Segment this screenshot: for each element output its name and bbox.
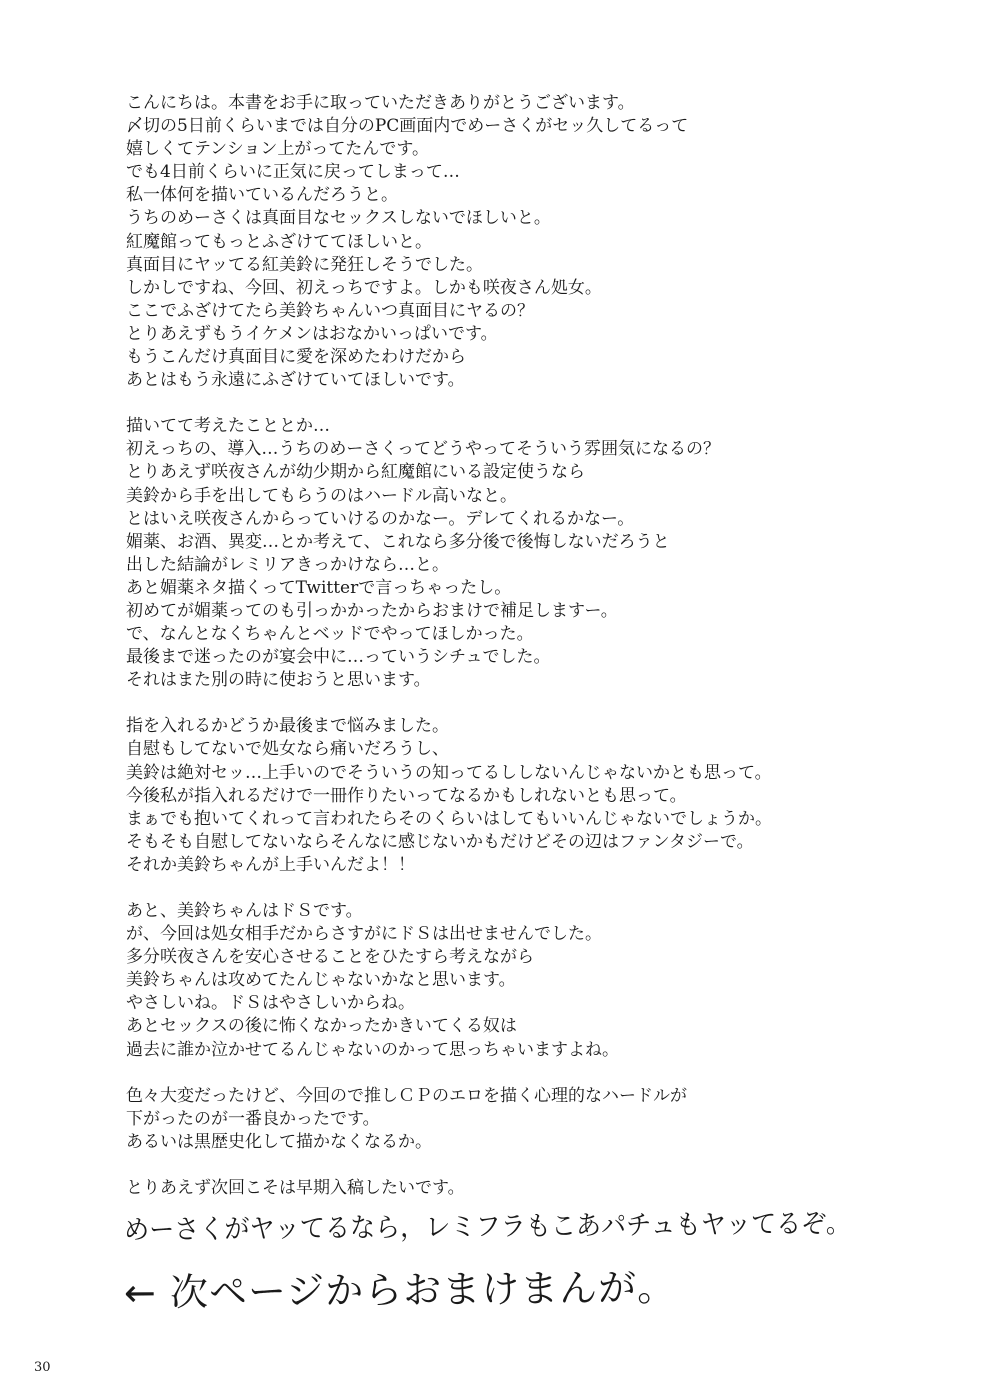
text-line: しかしですね、今回、初えっちですよ。しかも咲夜さん処女。 (126, 277, 602, 298)
text-line: 最後まで迷ったのが宴会中に…っていうシチュでした。 (126, 647, 551, 668)
text-line: 嬉しくてテンション上がってたんです。 (126, 139, 430, 160)
text-line: とはいえ咲夜さんからっていけるのかなー。デレてくれるかなー。 (126, 508, 635, 529)
paragraph-3 (126, 715, 946, 877)
text-line: あと、美鈴ちゃんはドＳです。 (126, 901, 363, 921)
text-line: 紅魔館ってもっとふざけててほしいと。 (126, 231, 432, 252)
text-line: 指を入れるかどうか最後まで悩みました。 (126, 716, 449, 737)
text-line: あるいは黒歴史化して描かなくなるか。 (126, 1131, 432, 1152)
paragraph-4 (126, 900, 946, 1062)
text-line: 媚薬、お酒、異変…とか考えて、これなら多分後で後悔しないだろうと (126, 531, 670, 552)
text-line: 自慰もしてないで処女なら痛いだろうし、 (126, 739, 449, 760)
text-line: 多分咲夜さんを安心させることをひたすら考えながら (126, 947, 534, 968)
text-line: で、なんとなくちゃんとベッドでやってほしかった。 (126, 624, 534, 645)
text-line: あと媚薬ネタ描くってTwitterで言っちゃったし。 (126, 577, 512, 598)
text-line: 真面目にヤッてる紅美鈴に発狂しそうでした。 (126, 254, 483, 275)
text-line: 〆切の5日前くらいまでは自分のPC画面内でめーさくがセッ久してるって (126, 116, 689, 137)
text-line: あとはもう永遠にふざけていてほしいです。 (126, 370, 465, 391)
text-line: が、今回は処女相手だからさすがにドＳは出せませんでした。 (126, 924, 602, 945)
text-line: 美鈴から手を出してもらうのはハードル高いなと。 (126, 485, 517, 506)
text-line: あとセックスの後に怖くなかったかきいてくる奴は (126, 1016, 517, 1037)
handwritten-next-page-note: ← 次ページからおまけまんが。 (123, 1265, 677, 1315)
text-line: とりあえずもうイケメンはおなかいっぱいです。 (126, 323, 498, 344)
text-line: それはまた別の時に使おうと思います。 (126, 670, 431, 691)
text-line: 下がったのが一番良かったです。 (126, 1108, 380, 1129)
text-line: やさしいね。ドＳはやさしいからね。 (126, 993, 415, 1014)
text-line: 描いてて考えたこととか… (126, 416, 330, 437)
text-line: それか美鈴ちゃんが上手いんだよ！！ (126, 854, 415, 875)
handwritten-note: めーさくがヤッてるなら，レミフラもこあパチュもヤッてるぞ。 (123, 1208, 852, 1246)
text-line: 初めてが媚薬ってのも引っかかったからおまけで補足しますー。 (126, 600, 618, 621)
paragraph-2 (126, 415, 946, 692)
text-line: とりあえず咲夜さんが幼少期から紅魔館にいる設定使うなら (126, 462, 585, 483)
text-line: 今後私が指入れるだけで一冊作りたいってなるかもしれないとも思って。 (126, 785, 687, 806)
text-line: 出した結論がレミリアきっかけなら…と。 (126, 554, 449, 575)
text-line: そもそも自慰してないならそんなに感じないかもだけどその辺はファンタジーで。 (126, 831, 754, 852)
afterword-text (126, 92, 946, 1223)
paragraph-1 (126, 92, 946, 392)
paragraph-5 (126, 1085, 946, 1154)
text-line: 私一体何を描いているんだろうと。 (126, 185, 398, 206)
text-line: でも4日前くらいに正気に戻ってしまって… (126, 162, 460, 183)
text-line: もうこんだけ真面目に愛を深めたわけだから (126, 347, 466, 368)
text-line: とりあえず次回こそは早期入稿したいです。 (126, 1177, 465, 1198)
text-line: 色々大変だったけど、今回ので推しＣＰのエロを描く心理的なハードルが (126, 1085, 687, 1106)
text-line: ここでふざけてたら美鈴ちゃんいつ真面目にヤるの？ (126, 300, 534, 321)
text-line: 初えっちの、導入…うちのめーさくってどうやってそういう雰囲気になるの？ (126, 439, 720, 460)
page-number: 30 (34, 1360, 51, 1375)
text-line: うちのめーさくは真面目なセックスしないでほしいと。 (126, 208, 551, 229)
text-line: 過去に誰か泣かせてるんじゃないのかって思っちゃいますよね。 (126, 1039, 619, 1060)
paragraph-6 (126, 1177, 946, 1200)
text-line: こんにちは。本書をお手に取っていただきありがとうございます。 (126, 93, 635, 113)
text-line: 美鈴ちゃんは攻めてたんじゃないかなと思います。 (126, 970, 516, 991)
text-line: 美鈴は絶対セッ…上手いのでそういうの知ってるししないんじゃないかとも思って。 (126, 762, 772, 783)
text-line: まぁでも抱いてくれって言われたらそのくらいはしてもいいんじゃないでしょうか。 (126, 808, 772, 829)
